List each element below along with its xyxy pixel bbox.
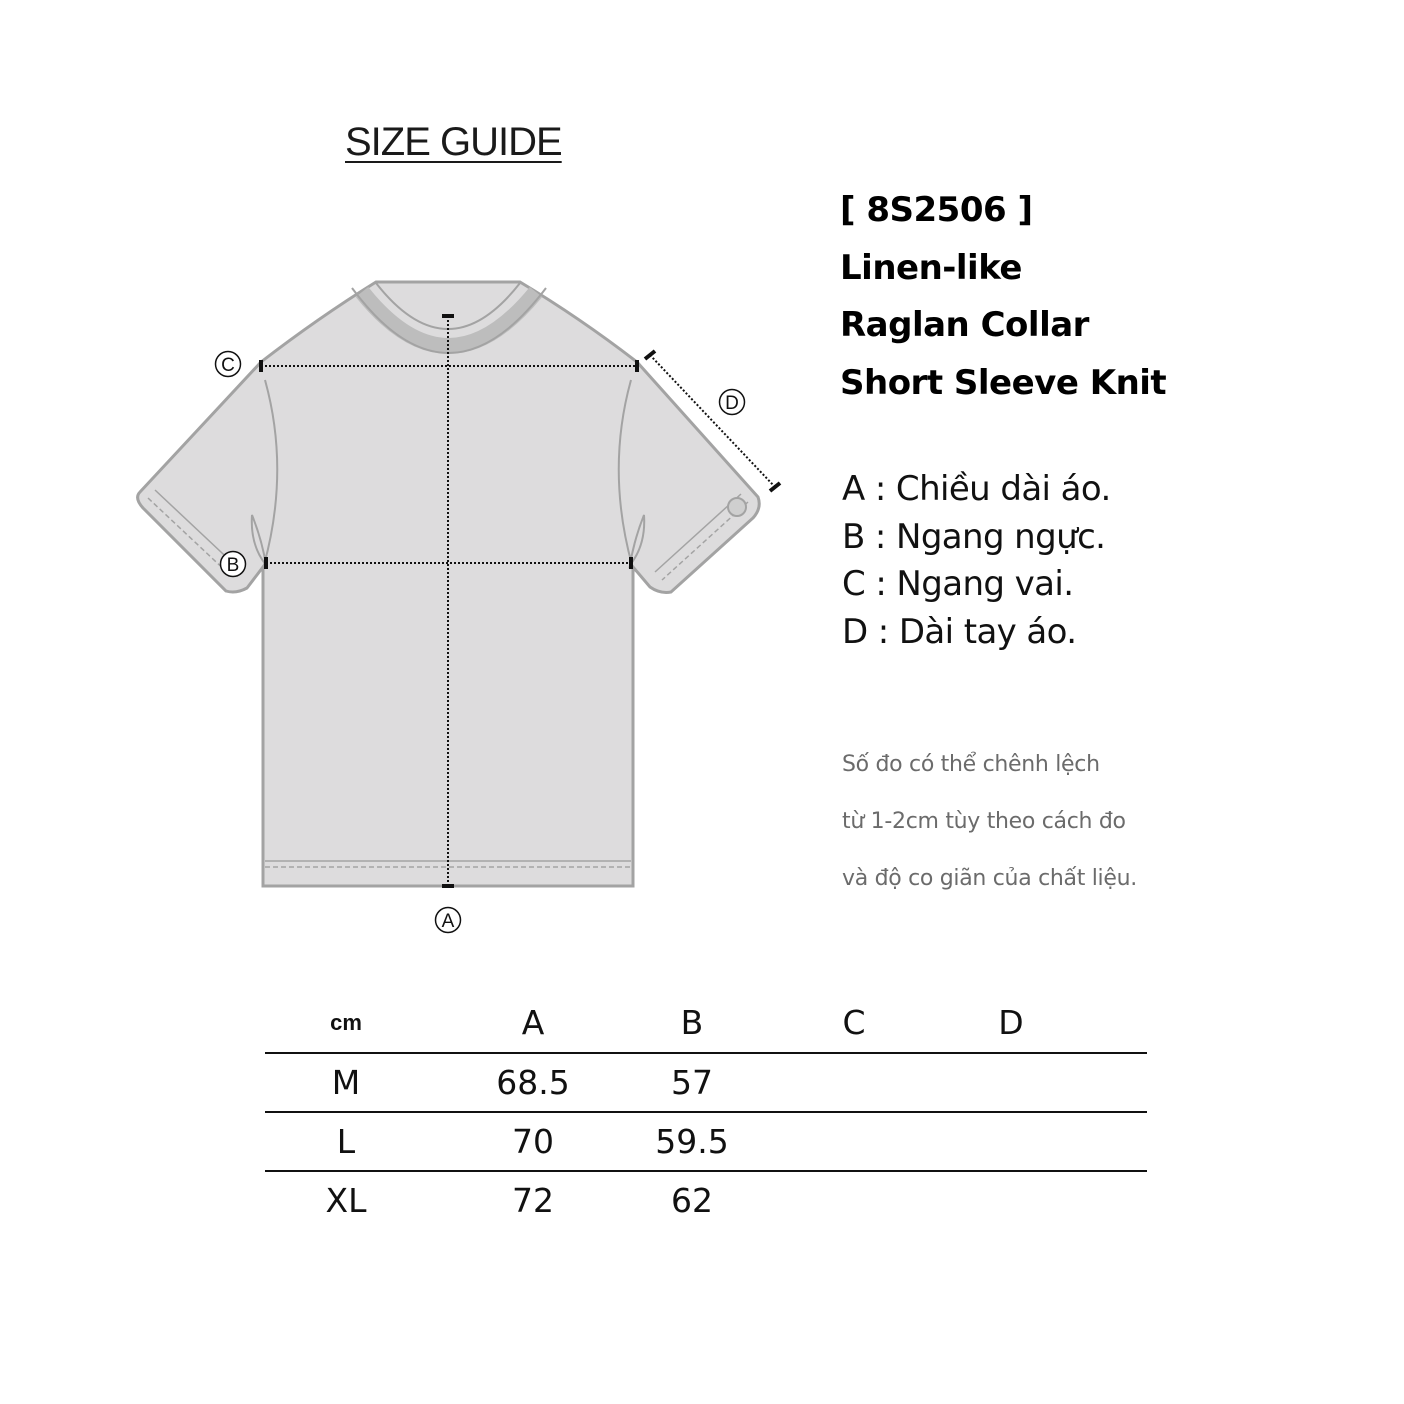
column-header-a: A [521,1003,545,1042]
marker-d [720,390,745,415]
product-code: [ 8S2506 ] [840,190,1033,230]
note-line-3: và độ co giãn của chất liệu. [842,866,1137,891]
column-header-c: C [842,1003,866,1042]
product-name-line-2: Raglan Collar [840,305,1089,345]
measurement-legend [842,466,1111,656]
legend-item-d: D : Dài tay áo. [842,611,1077,652]
value-cell-a: 72 [512,1181,554,1220]
table-row [265,1052,1147,1111]
product-name-line-1: Linen-like [840,247,1022,288]
legend-item-c: C : Ngang vai. [842,564,1074,604]
size-table [265,995,1147,1229]
size-cell: L [336,1122,356,1161]
note-line-2: từ 1-2cm tùy theo cách đo [842,809,1126,834]
value-cell-b: 62 [671,1181,713,1220]
table-row [265,1111,1147,1170]
svg-text:B: B [226,555,240,576]
table-row [265,1170,1147,1229]
value-cell-c [774,1054,934,1111]
legend-item-b: B : Ngang ngực. [842,516,1106,557]
value-cell-a: 68.5 [496,1063,570,1102]
legend-item-a: A : Chiều dài áo. [842,469,1111,509]
svg-text:C: C [221,355,235,376]
product-name-line-3: Short Sleeve Knit [840,362,1167,403]
value-cell-c [774,1172,934,1229]
note-line-1: Số đo có thể chênh lệch [842,752,1100,777]
size-cell: XL [325,1181,367,1220]
value-cell-d [931,1172,1091,1229]
value-cell-c [774,1113,934,1170]
unit-label: cm [330,1010,362,1035]
value-cell-a: 70 [512,1122,554,1161]
marker-c [216,352,241,377]
marker-b [221,552,246,577]
page-title: SIZE GUIDE [345,120,562,164]
marker-a [436,908,461,933]
product-info [840,182,1166,412]
measurement-note [842,736,1137,907]
value-cell-d [931,1054,1091,1111]
sleeve-button [728,498,746,516]
column-header-b: B [680,1003,704,1042]
value-cell-d [931,1113,1091,1170]
table-header-row [265,995,1147,1052]
column-header-d: D [998,1003,1024,1042]
svg-text:A: A [441,911,455,932]
svg-text:D: D [725,393,739,414]
size-cell: M [331,1063,361,1102]
value-cell-b: 57 [671,1063,713,1102]
value-cell-b: 59.5 [655,1122,729,1161]
